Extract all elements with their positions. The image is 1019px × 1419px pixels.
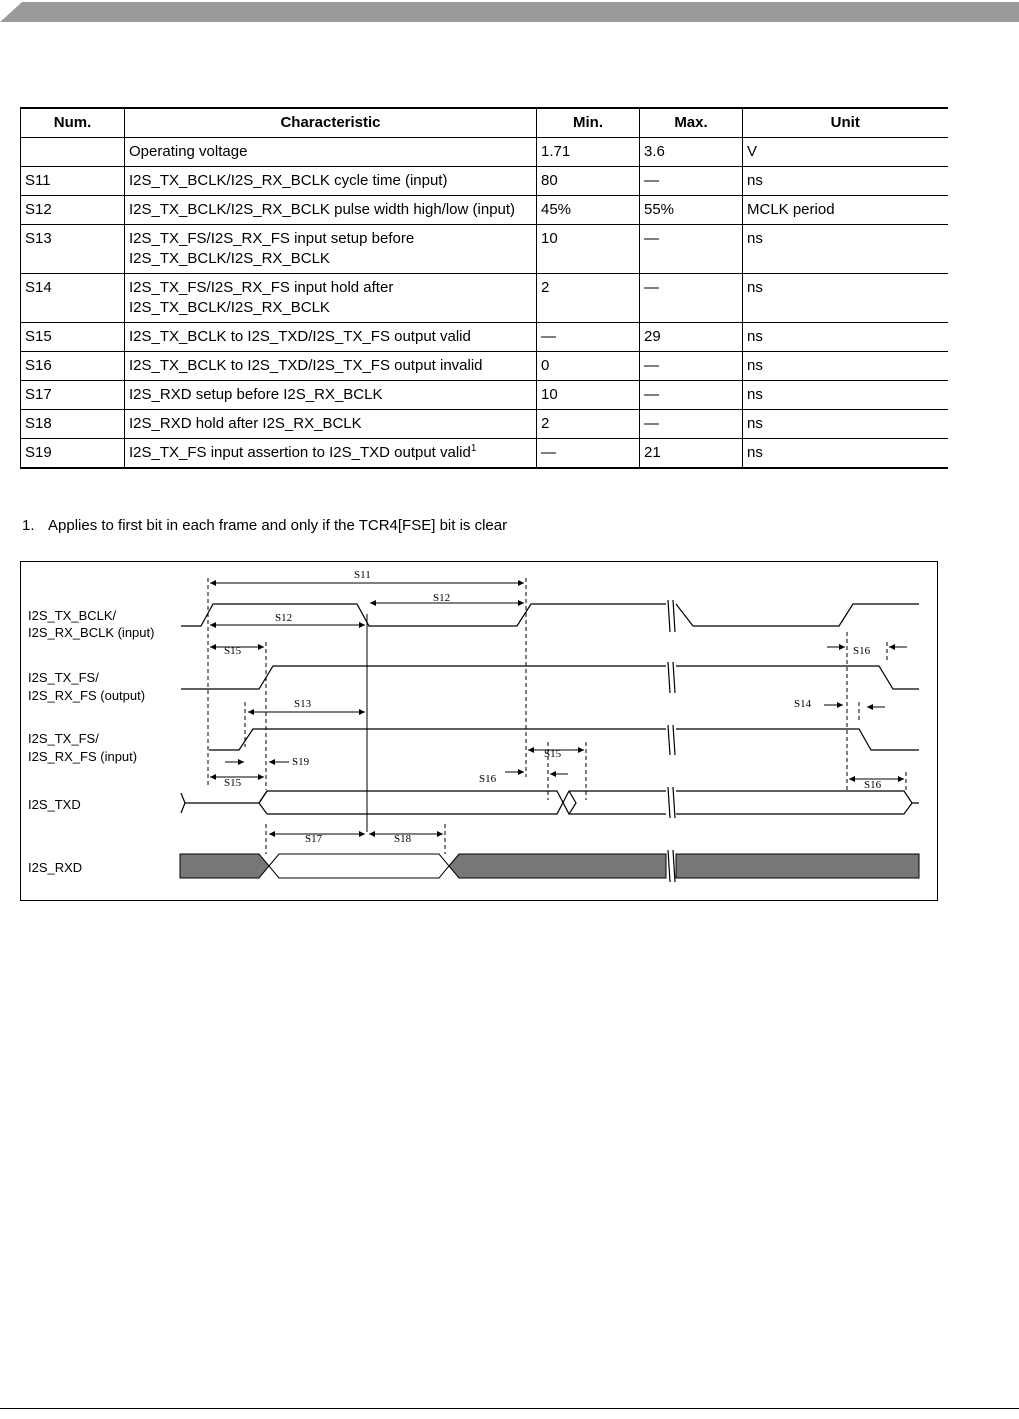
timing-label-s14: S14 — [794, 698, 812, 710]
cell-unit: ns — [743, 381, 948, 410]
fs-output-break — [668, 662, 675, 693]
signal-label-rxd: I2S_RXD — [28, 860, 83, 875]
txd-early-segment — [259, 791, 267, 814]
cell-characteristic: I2S_TX_FS/I2S_RX_FS input hold after I2S_TX_BCLK/I2S_RX_BCLK — [125, 274, 537, 323]
cell-max: 55% — [640, 196, 743, 225]
cell-num: S15 — [21, 323, 125, 352]
header-unit: Unit — [743, 108, 948, 138]
header-max: Max. — [640, 108, 743, 138]
signal-label-txd: I2S_TXD — [28, 797, 81, 812]
cell-characteristic: I2S_TX_BCLK to I2S_TXD/I2S_TX_FS output valid — [125, 323, 537, 352]
timing-label-s12-low: S12 — [433, 592, 451, 604]
signal-label-fs-input: I2S_TX_FS/ — [28, 731, 99, 746]
timing-diagram-svg — [21, 562, 937, 900]
cell-num: S12 — [21, 196, 125, 225]
timing-label-s17: S17 — [305, 833, 323, 845]
table-row — [21, 196, 948, 225]
cell-max: — — [640, 225, 743, 274]
cell-num: S17 — [21, 381, 125, 410]
cell-min: 2 — [537, 410, 640, 439]
cell-num: S13 — [21, 225, 125, 274]
cell-min: 1.71 — [537, 138, 640, 167]
header-bar — [0, 0, 1019, 22]
cell-unit: MCLK period — [743, 196, 948, 225]
footnote-number: 1. — [22, 517, 35, 534]
cell-characteristic: I2S_RXD setup before I2S_RX_BCLK — [125, 381, 537, 410]
timing-label-s12-high: S12 — [275, 612, 293, 624]
cell-num: S14 — [21, 274, 125, 323]
cell-unit: ns — [743, 323, 948, 352]
timing-label-s16-end: S16 — [864, 779, 882, 791]
cell-max: — — [640, 167, 743, 196]
cell-unit: ns — [743, 352, 948, 381]
cell-max: — — [640, 381, 743, 410]
table-row — [21, 381, 948, 410]
table-row — [21, 225, 948, 274]
fs-output-waveform — [181, 666, 919, 689]
cell-characteristic: I2S_TX_BCLK/I2S_RX_BCLK cycle time (input) — [125, 167, 537, 196]
cell-characteristic: I2S_TX_BCLK to I2S_TXD/I2S_TX_FS output invalid — [125, 352, 537, 381]
signal-label-bclk: I2S_TX_BCLK/ — [28, 608, 117, 623]
cell-min: — — [537, 439, 640, 469]
timing-spec-table — [20, 107, 948, 469]
header-min: Min. — [537, 108, 640, 138]
signal-label-fs-output-2: I2S_RX_FS (output) — [28, 688, 146, 703]
cell-characteristic: Operating voltage — [125, 138, 537, 167]
cell-max: 3.6 — [640, 138, 743, 167]
footnote-text: Applies to first bit in each frame and only if the TCR4[FSE] bit is clear — [48, 517, 508, 534]
cell-max: 29 — [640, 323, 743, 352]
timing-label-s11: S11 — [354, 569, 371, 581]
header-characteristic: Characteristic — [125, 108, 537, 138]
cell-characteristic: I2S_TX_BCLK/I2S_RX_BCLK pulse width high/low (input) — [125, 196, 537, 225]
timing-label-s18: S18 — [394, 833, 412, 845]
cell-unit: V — [743, 138, 948, 167]
cell-min: 10 — [537, 381, 640, 410]
cell-characteristic: I2S_RXD hold after I2S_RX_BCLK — [125, 410, 537, 439]
txd-waveform — [181, 791, 919, 814]
footnote-marker: 1 — [470, 443, 477, 454]
cell-max: — — [640, 352, 743, 381]
cell-unit: ns — [743, 439, 948, 469]
cell-num: S18 — [21, 410, 125, 439]
timing-label-s16-fs: S16 — [853, 645, 871, 657]
table-row — [21, 439, 948, 469]
timing-label-s19: S19 — [292, 756, 310, 768]
cell-num: S19 — [21, 439, 125, 469]
table-row — [21, 410, 948, 439]
cell-unit: ns — [743, 225, 948, 274]
signal-label-fs-input-2: I2S_RX_FS (input) — [28, 749, 138, 764]
table-header-row — [21, 108, 948, 138]
fs-input-break — [668, 725, 675, 755]
timing-diagram — [20, 561, 938, 901]
header-num: Num. — [21, 108, 125, 138]
signal-label-bclk-2: I2S_RX_BCLK (input) — [28, 625, 155, 640]
cell-num — [21, 138, 125, 167]
signal-label-fs-output: I2S_TX_FS/ — [28, 670, 99, 685]
cell-min: 80 — [537, 167, 640, 196]
cell-unit: ns — [743, 410, 948, 439]
bclk-break — [668, 600, 675, 632]
cell-max: 21 — [640, 439, 743, 469]
footer-rule — [0, 1408, 1019, 1409]
table-row — [21, 274, 948, 323]
cell-characteristic: I2S_TX_FS/I2S_RX_FS input setup before I2S_TX_BCLK/I2S_RX_BCLK — [125, 225, 537, 274]
cell-num: S11 — [21, 167, 125, 196]
cell-unit: ns — [743, 274, 948, 323]
cell-min: 2 — [537, 274, 640, 323]
rxd-waveform — [180, 850, 919, 882]
timing-label-s16-txd: S16 — [479, 773, 497, 785]
timing-label-s15-txd: S15 — [224, 777, 242, 789]
cell-num: S16 — [21, 352, 125, 381]
characteristic-text: I2S_TX_FS input assertion to I2S_TXD output valid — [129, 444, 471, 461]
cell-unit: ns — [743, 167, 948, 196]
reference-lines — [208, 578, 906, 854]
cell-min: 10 — [537, 225, 640, 274]
cell-characteristic — [125, 439, 537, 469]
table-row — [21, 323, 948, 352]
timing-label-s13: S13 — [294, 698, 312, 710]
cell-max: — — [640, 274, 743, 323]
table-row — [21, 138, 948, 167]
table-footnote — [22, 517, 507, 534]
txd-break — [668, 787, 675, 818]
cell-min: 0 — [537, 352, 640, 381]
table-row — [21, 352, 948, 381]
table-row — [21, 167, 948, 196]
cell-min: 45% — [537, 196, 640, 225]
fs-input-waveform — [209, 729, 919, 750]
cell-min: — — [537, 323, 640, 352]
cell-max: — — [640, 410, 743, 439]
timing-label-s15-bclk: S15 — [224, 645, 242, 657]
timing-label-s15-mid: S15 — [544, 748, 562, 760]
